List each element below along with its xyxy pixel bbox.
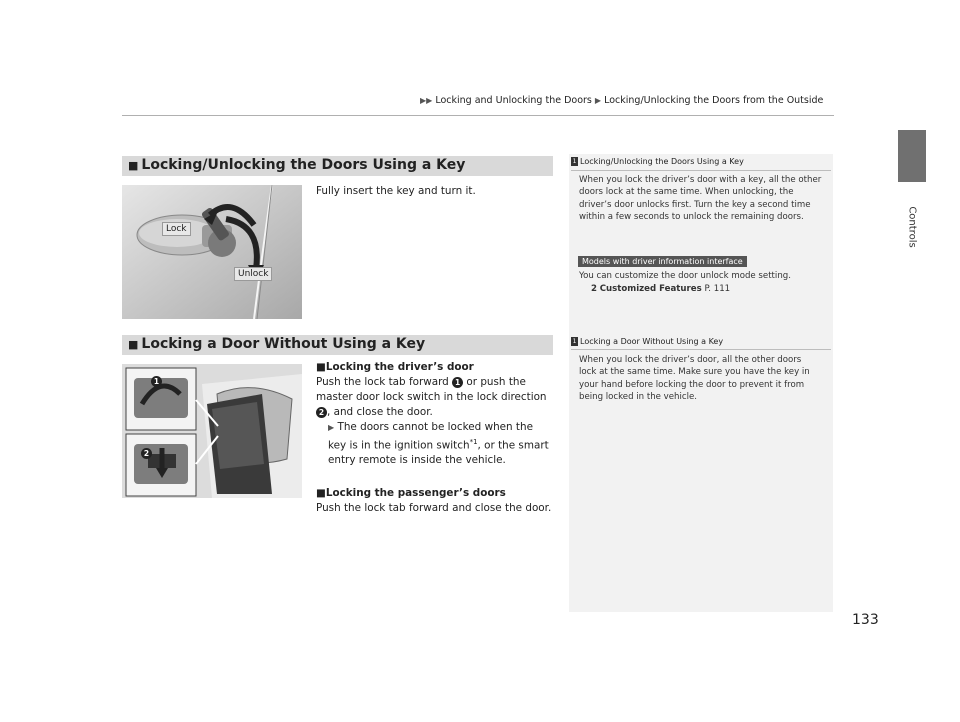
subsection-title-text: Locking the passenger’s doors [325, 487, 506, 499]
instruction-text: Push the lock tab forward and close the door. [316, 502, 552, 514]
triangle-right-icon: ▶▶ [420, 96, 433, 105]
note-paragraph: When you lock the driver’s door with a key, all the other doors lock at the same time. When unlocking, the driver’s door unlocks first. Turn the key a second time within a few seconds to unlock the remaining doors. [579, 175, 822, 222]
chapter-tab [898, 130, 926, 182]
subsection-title-text: Locking the driver’s door [325, 361, 474, 373]
section-title: Locking a Door Without Using a Key [141, 336, 426, 352]
model-badge: Models with driver information interface [578, 256, 747, 267]
callout-number: 2 [316, 407, 327, 418]
note-divider [571, 349, 831, 350]
instruction-part: or push the master door lock switch in the lock direction [316, 376, 547, 403]
square-bullet-icon: ■ [316, 487, 326, 499]
caution-part: The doors cannot be locked when the key is in the ignition switch [328, 421, 533, 452]
note-paragraph: You can customize the door unlock mode setting. [579, 271, 791, 281]
note-divider [571, 170, 831, 171]
chapter-label-text: Controls [906, 206, 918, 248]
note-icon: 1 [572, 338, 577, 345]
breadcrumb-item: Locking/Unlocking the Doors from the Outside [604, 95, 824, 106]
square-bullet-icon: ■ [316, 361, 326, 373]
section-header [122, 335, 553, 355]
breadcrumb-item: Locking and Unlocking the Doors [435, 95, 592, 106]
header-divider [122, 115, 834, 116]
footnote-marker: *1 [469, 438, 478, 446]
subsection-title [316, 487, 506, 499]
note-heading [571, 337, 723, 346]
reference-link[interactable]: Customized Features [599, 284, 702, 294]
chapter-label [888, 192, 936, 262]
reference-arrow-icon: 2 [591, 284, 597, 294]
subsection-title [316, 361, 474, 373]
instruction-text: Fully insert the key and turn it. [316, 185, 476, 197]
instruction-part: , and close the door. [327, 406, 433, 418]
note-title: Locking/Unlocking the Doors Using a Key [580, 157, 744, 166]
callout-1 [151, 371, 162, 390]
callout-number: 1 [452, 377, 463, 388]
door-lock-figure [122, 364, 302, 498]
triangle-right-icon: ▶ [328, 423, 335, 432]
note-icon: 1 [572, 158, 577, 165]
triangle-right-icon: ▶ [594, 96, 602, 105]
caution-part: , or the smart entry remote is inside the vehicle. [328, 439, 549, 467]
cross-reference[interactable] [591, 283, 730, 295]
callout-number: 2 [141, 448, 152, 459]
door-interior-illustration [122, 364, 302, 498]
door-handle-illustration [122, 185, 302, 319]
note-heading [571, 157, 744, 166]
unlock-label: Unlock [234, 267, 272, 281]
instruction-part: Push the lock tab forward [316, 376, 449, 388]
lock-label: Lock [162, 222, 191, 236]
note-paragraph: When you lock the driver’s door, all the other doors lock at the same time. Make sure you have the key in your hand before locking the door to prevent it from being locked in the vehicle. [579, 355, 810, 402]
breadcrumb [420, 95, 823, 106]
square-bullet-icon: ■ [128, 338, 139, 351]
section-header [122, 156, 553, 176]
square-bullet-icon: ■ [128, 159, 139, 172]
note-title: Locking a Door Without Using a Key [580, 337, 724, 346]
reference-page: P. 111 [704, 284, 731, 294]
caution-text [328, 420, 554, 468]
instruction-text [316, 375, 556, 420]
page-number: 133 [852, 612, 879, 628]
section-title: Locking/Unlocking the Doors Using a Key [141, 157, 466, 173]
callout-2 [141, 443, 152, 462]
key-figure [122, 185, 302, 319]
callout-number: 1 [151, 376, 162, 387]
